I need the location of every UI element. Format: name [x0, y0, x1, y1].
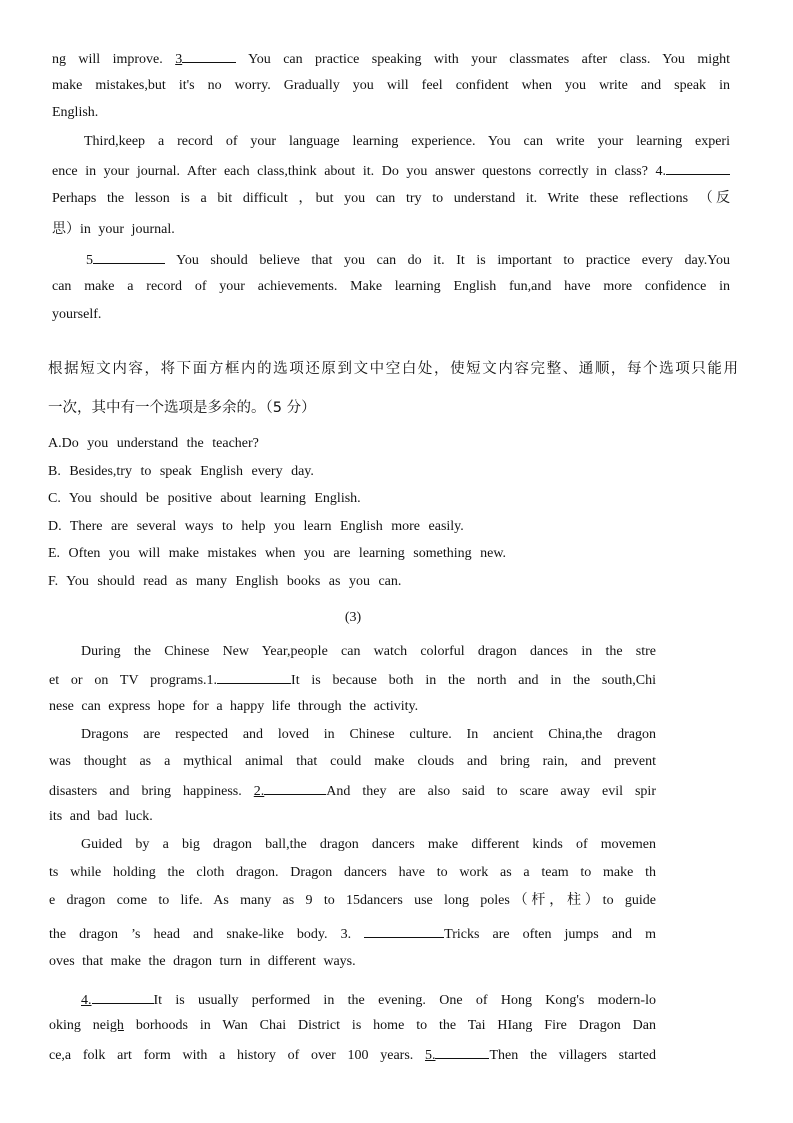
passage2-line: [52, 49, 730, 69]
option-e: E. Often you will make mistakes when you are learning something new.: [48, 546, 507, 561]
passage3-line: was thought as a mythical animal that could make clouds and bring rain, and prevent: [49, 754, 656, 769]
text-run: Then the villagers started: [489, 1048, 656, 1063]
passage3-line: [49, 670, 656, 690]
passage3-line: its and bad luck.: [49, 809, 153, 824]
passage3-line: Guided by a big dragon ball,the dragon dancers make different kinds of movemen: [81, 837, 656, 852]
passage2-line: English.: [52, 105, 99, 120]
passage2-line: [52, 161, 730, 181]
passage3-line: [49, 1045, 656, 1065]
passage3-line: Dragons are respected and loved in Chinese culture. In ancient China,the dragon: [81, 727, 656, 742]
text-run: Tricks are often jumps and m: [444, 927, 656, 942]
option-c: C. You should be positive about learning English.: [48, 491, 361, 506]
passage3-line: [49, 781, 656, 801]
text-run: et or on TV programs.1.: [49, 673, 218, 688]
text-run: ence in your journal. After each class,think about it. Do you answer questons correctly in class? 4.: [52, 164, 666, 179]
instruction-text: 一次，其中有一个选项是多余的。（5 分）: [48, 400, 316, 416]
passage2-line: 思）in your journal.: [52, 222, 175, 237]
passage3-line: e dragon come to life. As many as 9 to 15dancers use long poles（杆，柱）to guide: [49, 893, 656, 908]
answer-blank-1[interactable]: [217, 670, 291, 684]
text-run: disasters and bring happiness.: [49, 784, 242, 799]
answer-blank-4b[interactable]: [92, 990, 154, 1004]
text-run: And they are also said to scare away evil spir: [326, 784, 656, 799]
option-a: A.Do you understand the teacher?: [48, 436, 259, 451]
section-number: (3): [344, 610, 362, 625]
answer-blank-3[interactable]: [182, 49, 236, 63]
passage3-line: [49, 1017, 656, 1035]
blank-number-5: 5: [86, 253, 93, 268]
passage3-line: [49, 924, 656, 944]
answer-blank-2[interactable]: [264, 781, 326, 795]
option-f: F. You should read as many English books as you can.: [48, 574, 402, 589]
text-run: the dragon ’s head and snake-like body. 3.: [49, 927, 352, 942]
blank-number-2: 2.: [253, 784, 265, 799]
passage2-line: Third,keep a record of your language learning experience. You can write your learning experi: [84, 134, 730, 149]
text-run: It is usually performed in the evening. One of Hong Kong's modern-lo: [153, 993, 656, 1008]
text-run: borhoods in Wan Chai District is home to the Tai HIang Fire Dragon Dan: [123, 1018, 656, 1033]
blank-number-5b: 5.: [424, 1048, 436, 1063]
answer-blank-4[interactable]: [666, 161, 730, 175]
answer-blank-5b[interactable]: [435, 1045, 489, 1059]
text-run: ng will improve.: [52, 52, 163, 67]
option-b: B. Besides,try to speak English every day.: [48, 464, 314, 479]
text-run: ce,a folk art form with a history of over 100 years.: [49, 1048, 414, 1063]
blank-number-3: 3: [175, 52, 183, 67]
underlined-text: gh: [109, 1018, 124, 1033]
passage3-line: oves that make the dragon turn in different ways.: [49, 954, 356, 969]
answer-blank-3b[interactable]: [364, 924, 444, 938]
passage2-line: yourself.: [52, 307, 102, 322]
passage3-line: [81, 990, 656, 1010]
passage3-line: ts while holding the cloth dragon. Dragon dancers have to work as a team to make th: [49, 865, 656, 880]
option-d: D. There are several ways to help you learn English more easily.: [48, 519, 464, 534]
passage3-line: During the Chinese New Year,people can watch colorful dragon dances in the stre: [81, 644, 656, 659]
text-run: It is because both in the north and in the south,Chi: [291, 673, 656, 688]
passage2-line: [86, 250, 730, 270]
answer-blank-5[interactable]: [93, 250, 165, 264]
blank-number-4: 4.: [81, 993, 92, 1008]
text-run: oking nei: [49, 1018, 110, 1033]
text-run: You should believe that you can do it. It is important to practice every day.You: [176, 253, 730, 268]
text-run: You can practice speaking with your classmates after class. You might: [248, 52, 731, 67]
passage2-line: Perhaps the lesson is a bit difficult ，but you can try to understand it. Write these reflections （反: [52, 191, 730, 206]
passage2-line: make mistakes,but it's no worry. Gradually you will feel confident when you write and speak in: [52, 78, 730, 93]
instruction-text: 根据短文内容，将下面方框内的选项还原到文中空白处，使短文内容完整、通顺，每个选项只能用: [48, 361, 738, 377]
passage2-line: can make a record of your achievements. Make learning English fun,and have more confidence in: [52, 279, 730, 294]
passage3-line: nese can express hope for a happy life through the activity.: [49, 699, 419, 714]
